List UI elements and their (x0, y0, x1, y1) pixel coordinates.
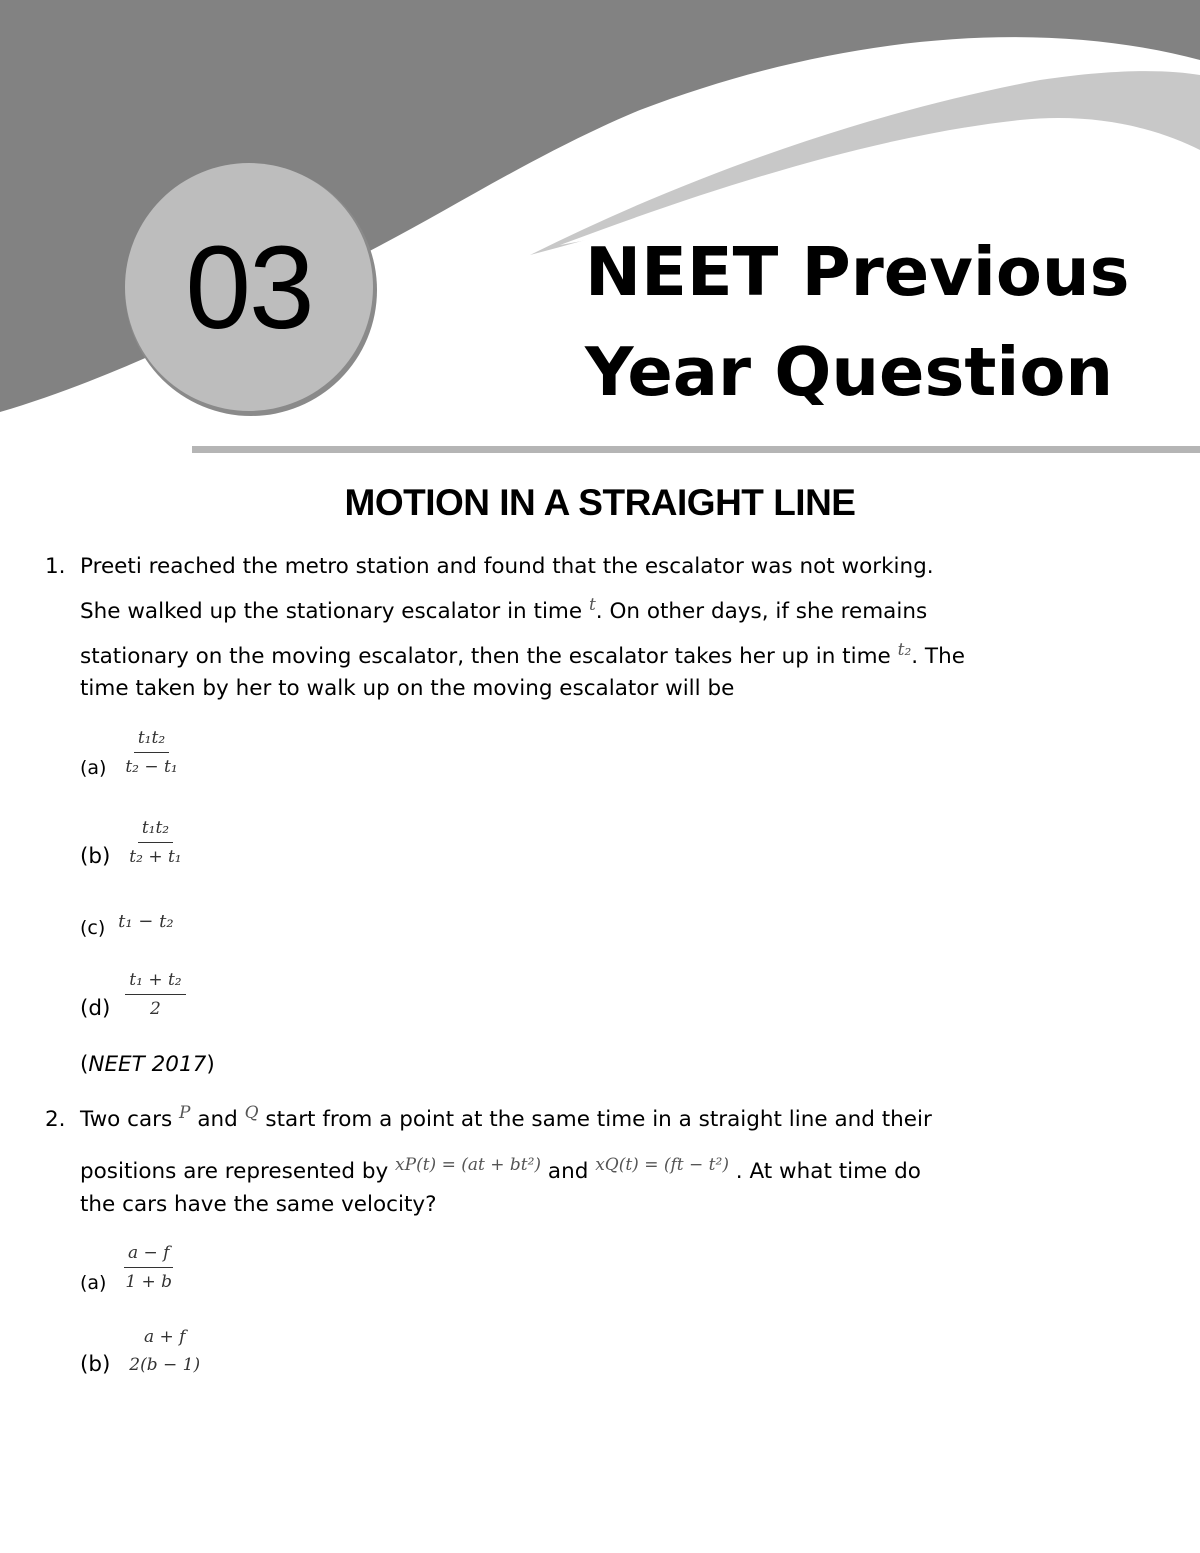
text-fragment: . At what time do (735, 1159, 921, 1184)
math-expression: xP(t) = (at + bt²) (395, 1155, 542, 1175)
fraction (125, 1327, 204, 1377)
option-a[interactable] (80, 728, 182, 779)
option-expression: t₁ − t₂ (118, 911, 174, 932)
text-fragment: positions are represented by (80, 1159, 389, 1184)
question-text-line: the cars have the same velocity? (80, 1192, 437, 1217)
question-text-line (80, 1103, 932, 1132)
fraction (121, 1243, 176, 1294)
fraction-numerator: a − f (124, 1243, 173, 1268)
math-variable: P (179, 1103, 191, 1123)
option-label: (d) (80, 995, 111, 1021)
option-label: (a) (80, 756, 107, 779)
text-fragment: stationary on the moving escalator, then the escalator takes her up in time (80, 644, 891, 669)
option-label: (a) (80, 1271, 107, 1294)
math-variable: Q (244, 1103, 259, 1123)
header-title (585, 222, 1195, 422)
option-b[interactable] (80, 1327, 204, 1377)
fraction (121, 728, 181, 779)
fraction (125, 818, 185, 869)
header-title-line2: Year Question (585, 333, 1114, 411)
option-a[interactable] (80, 1243, 176, 1294)
option-label: (c) (80, 917, 106, 939)
fraction-numerator: a + f (143, 1327, 186, 1347)
question-text-line: time taken by her to walk up on the moving escalator will be (80, 676, 735, 701)
source-year: NEET 2017 (88, 1052, 207, 1077)
option-label: (b) (80, 843, 111, 869)
text-fragment: ) (206, 1052, 215, 1077)
option-b[interactable] (80, 818, 186, 869)
fraction (125, 970, 185, 1021)
header-title-line1: NEET Previous (585, 233, 1130, 311)
text-fragment: She walked up the stationary escalator in time (80, 599, 583, 624)
option-d[interactable] (80, 970, 186, 1021)
question-number: 1. (45, 554, 66, 579)
chapter-number: 03 (185, 221, 313, 354)
fraction-numerator: t₁t₂ (134, 728, 169, 753)
question-text-line: Preeti reached the metro station and found that the escalator was not working. (80, 554, 934, 579)
option-label: (b) (80, 1351, 111, 1377)
math-expression: xQ(t) = (ft − t²) (595, 1155, 729, 1175)
math-variable: t (588, 595, 596, 615)
fraction-numerator: t₁t₂ (138, 818, 173, 843)
question-source (80, 1052, 215, 1077)
chapter-title: MOTION IN A STRAIGHT LINE (344, 482, 856, 523)
question-text-line (80, 595, 928, 624)
fraction-denominator: 2 (150, 999, 161, 1020)
question-text-line (80, 640, 965, 669)
fraction-denominator: 1 + b (125, 1272, 173, 1293)
question-text-line (80, 1155, 921, 1184)
math-variable: t₂ (897, 640, 912, 660)
fraction-denominator: t₂ + t₁ (129, 847, 182, 868)
fraction-numerator: t₁ + t₂ (125, 970, 185, 995)
option-c[interactable] (80, 911, 174, 939)
fraction-denominator: 2(b − 1) (129, 1355, 201, 1376)
text-fragment: . On other days, if she remains (595, 599, 928, 624)
question-number: 2. (45, 1107, 66, 1132)
text-fragment: ( (80, 1052, 89, 1077)
text-fragment: Two cars (80, 1107, 173, 1132)
header-divider (192, 446, 1200, 453)
text-fragment: start from a point at the same time in a straight line and their (265, 1107, 932, 1132)
text-fragment: . The (911, 644, 965, 669)
fraction-denominator: t₂ − t₁ (125, 757, 178, 778)
text-fragment: and (547, 1159, 589, 1184)
text-fragment: and (197, 1107, 238, 1132)
